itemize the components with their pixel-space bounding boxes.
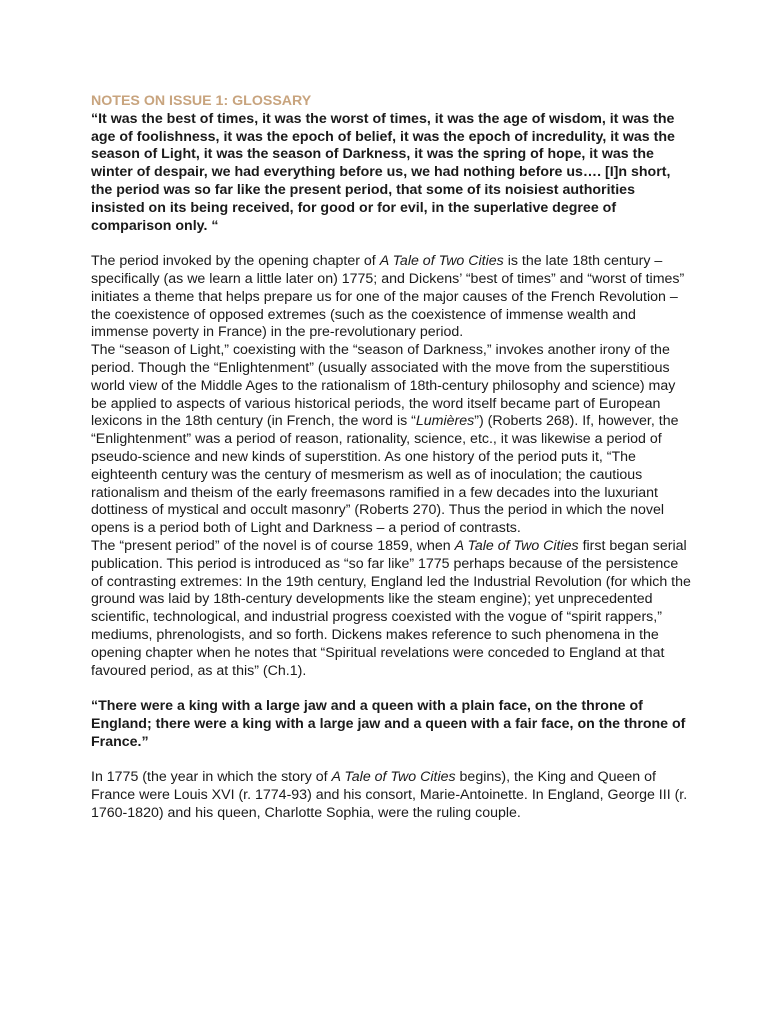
paragraph-text: The “season of Light,” coexisting with the “season of Darkness,” invokes another irony of the period. Though the “Enlightenment” (usually associated with the move from the superstitious world view of the Middle Ages to the rationalism of 18th-century philosophy and science) may be applied to aspects of various historical periods, the word itself became part of European lexicons in the 18th century (in French, the word is “	[91, 342, 676, 430]
king-queen-quote: “There were a king with a large jaw and a queen with a plain face, on the throne of England; there were a king with a large jaw and a queen with a fair face, on the throne of France.”	[91, 698, 686, 750]
book-title: A Tale of Two Cities	[379, 253, 504, 270]
paragraph-text: The “present period” of the novel is of course 1859, when	[91, 537, 455, 554]
paragraph-text: is the late 18th century – specifically (as we learn a little later on) 1775; and Dickens’ “best of times” and “worst of times” initiates a theme that helps prepare us for one of the major causes of the French Revolution – the coexistence of opposed extremes (such as the coexistence of immense wealth and immense poverty in France) in the pre-revolutionary period.	[91, 253, 685, 341]
paragraph-spacer	[91, 680, 691, 698]
paragraph-spacer	[91, 235, 691, 253]
paragraph-period	[91, 253, 691, 342]
book-title: A Tale of Two Cities	[454, 537, 579, 554]
opening-quote: “It was the best of times, it was the worst of times, it was the age of wisdom, it was the age of foolishness, it was the epoch of belief, it was the epoch of incredulity, it was the season of Light, it was the season of Darkness, it was the spring of hope, it was the winter of despair, we had everything before us, we had nothing before us…. [I]n short, the period was so far like the present period, that some of its noisiest authorities insisted on its being received, for good or for evil, in the superlative degree of comparison only. “	[91, 110, 675, 234]
paragraph-spacer	[91, 751, 691, 769]
section-heading: NOTES ON ISSUE 1: GLOSSARY	[91, 93, 312, 109]
document-page	[91, 93, 691, 823]
paragraph-text: first began serial publication. This period is introduced as “so far like” 1775 perhaps because of the persistence of contrasting extremes: In the 19th century, England led the Industrial Revolution (for which the ground was laid by 18th-century developments like the steam engine); yet unprecedented scientific, technological, and industrial progress coexisted with the vogue of “spirit rappers,” mediums, phrenologists, and so forth. Dickens makes reference to such phenomena in the opening chapter when he notes that “Spiritual revelations were conceded to England at that favoured period, as at this” (Ch.1).	[91, 537, 691, 679]
paragraph-present-period	[91, 538, 691, 680]
book-title: A Tale of Two Cities	[331, 769, 456, 786]
paragraph-text: ”) (Roberts 268). If, however, the “Enlightenment” was a period of reason, rationality, science, etc., it was likewise a period of pseudo-science and new kinds of superstition. As one history of the period puts it, “The eighteenth century was the century of mesmerism as well as of inoculation; the cautious rationalism and theism of the early freemasons ramified in a few decades into the luxuriant dottiness of mystical and occult masonry” (Roberts 270). Thus the period in which the novel opens is a period both of Light and Darkness – a period of contrasts.	[91, 413, 679, 537]
paragraph-text: In 1775 (the year in which the story of	[91, 769, 332, 786]
foreign-word: Lumières	[415, 413, 475, 430]
paragraph-season-of-light	[91, 342, 691, 538]
paragraph-text: The period invoked by the opening chapter of	[91, 253, 380, 270]
paragraph-text: begins), the King and Queen of France were Louis XVI (r. 1774-93) and his consort, Marie-Antoinette. In England, George III (r. 1760-1820) and his queen, Charlotte Sophia, were the ruling couple.	[91, 769, 688, 821]
paragraph-rulers	[91, 769, 691, 822]
